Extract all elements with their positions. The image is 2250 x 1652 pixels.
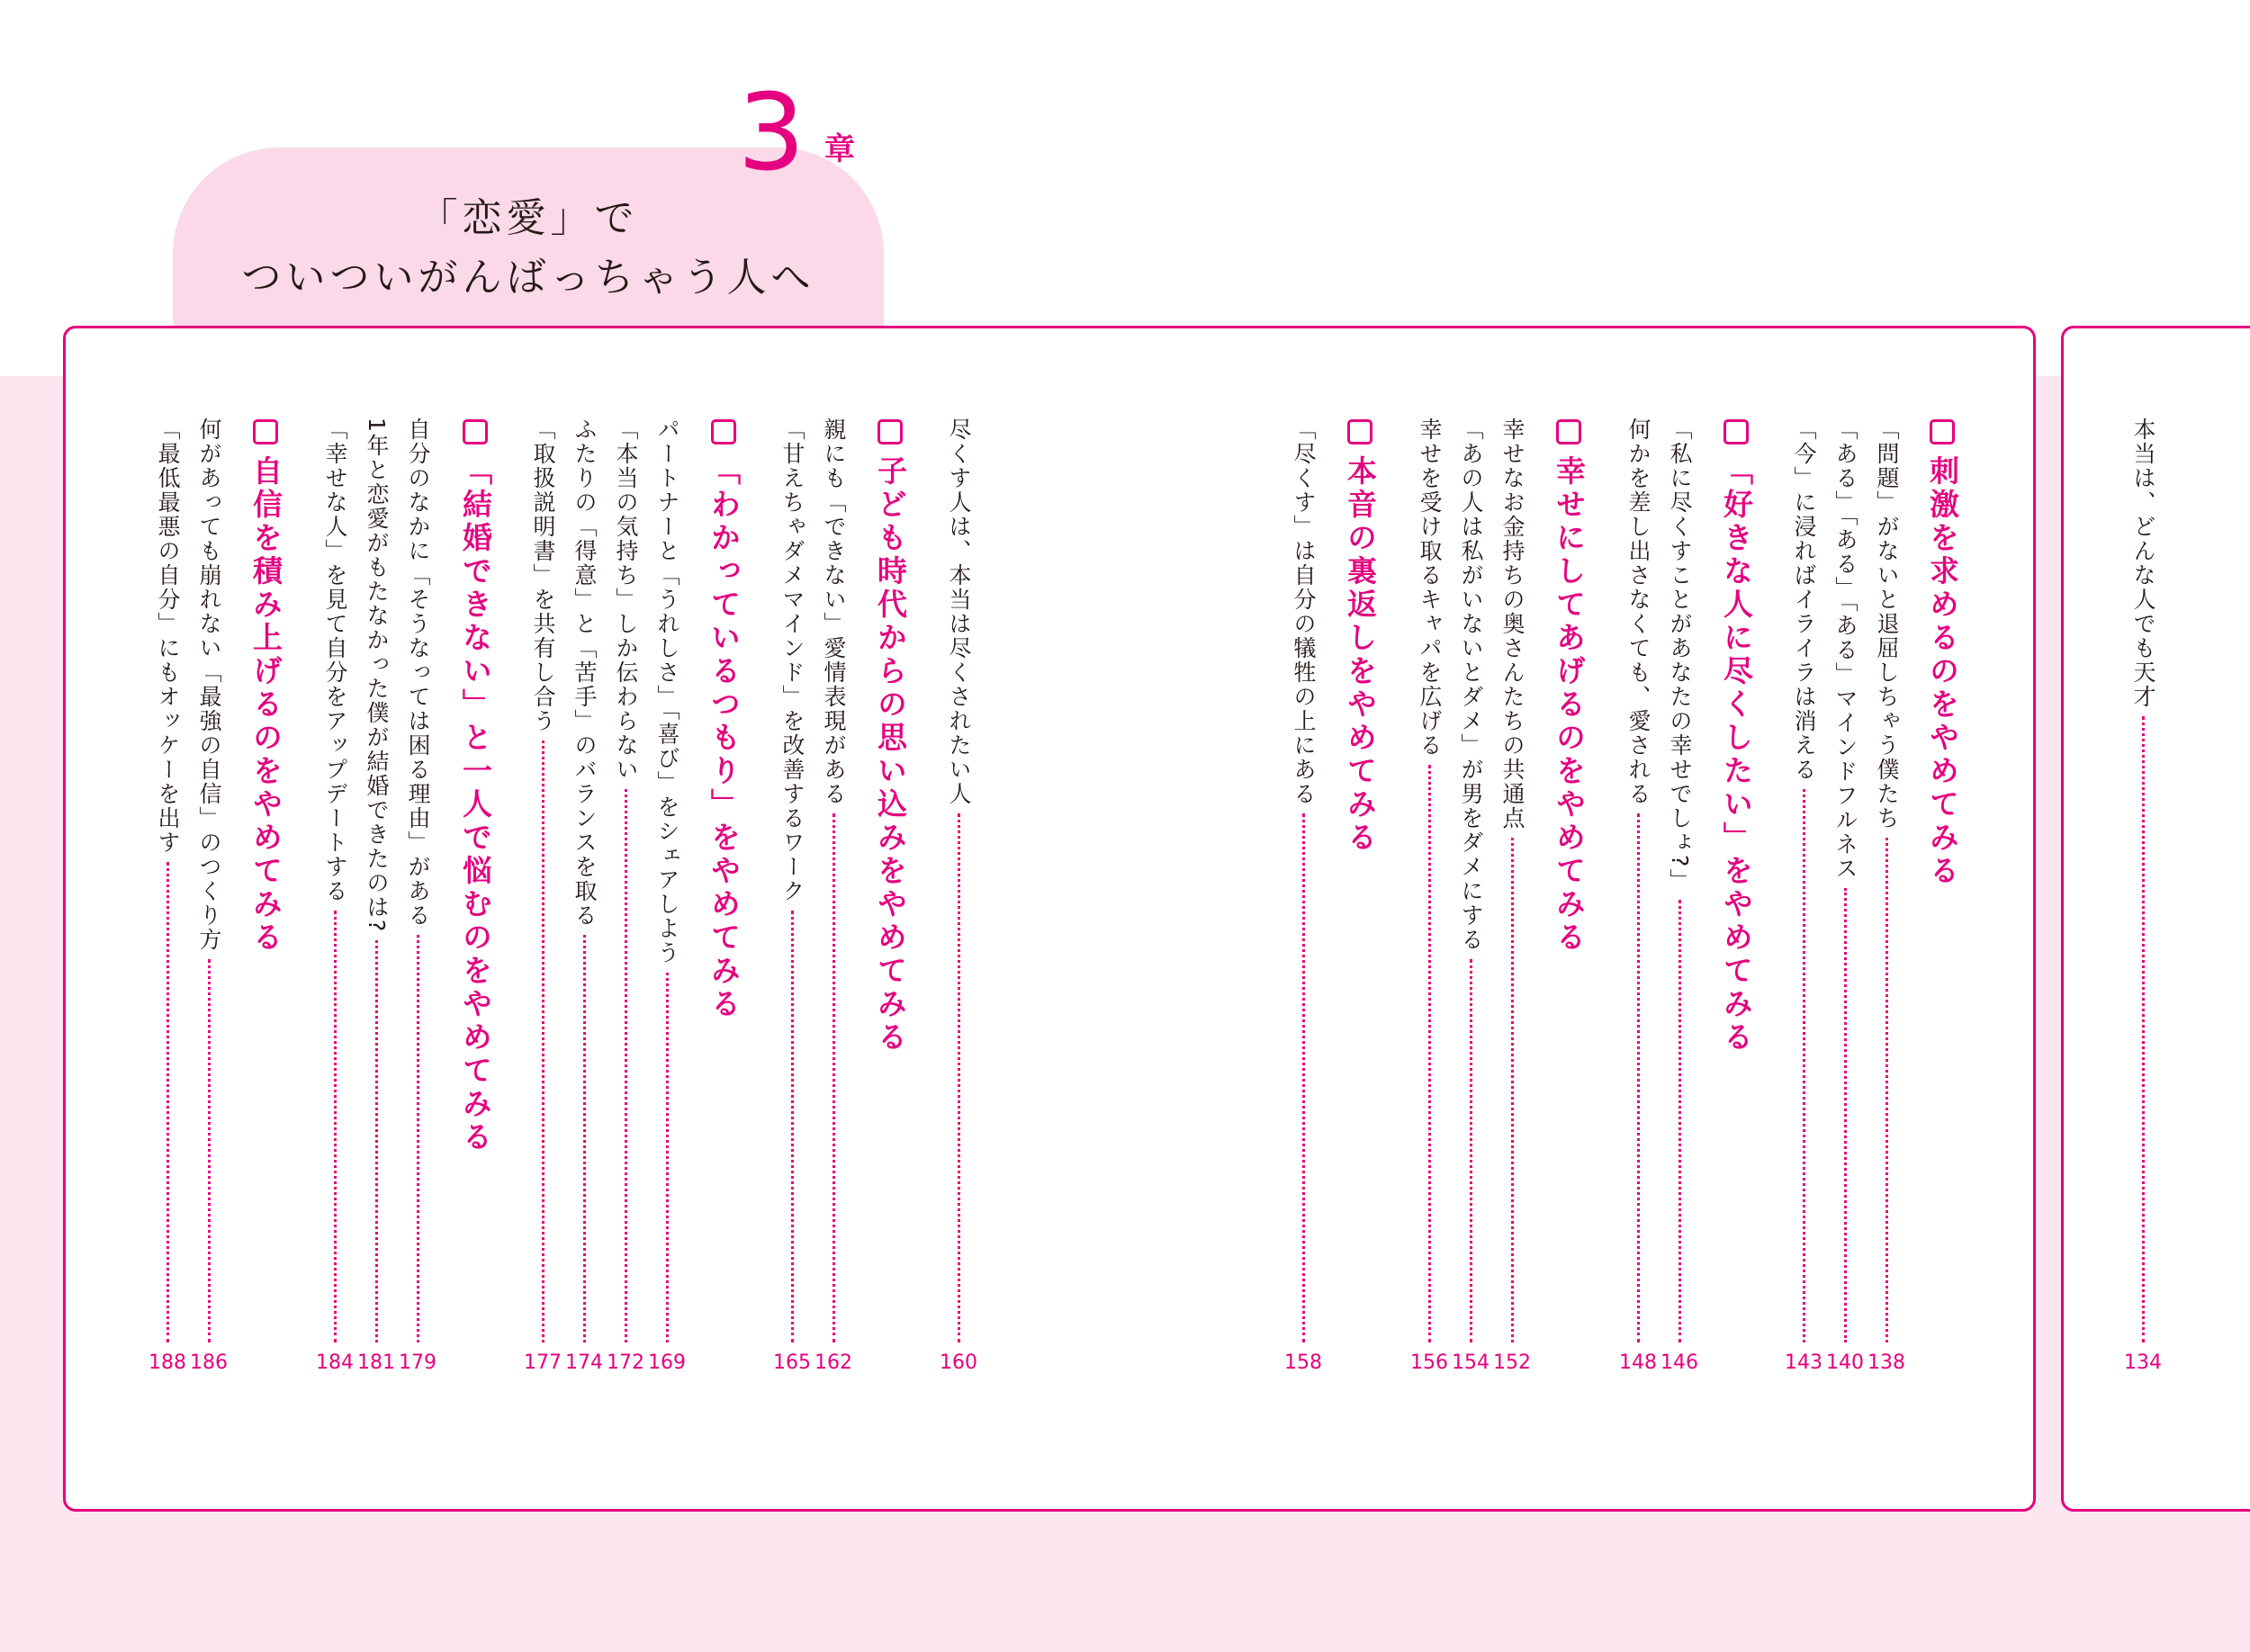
toc-heading[interactable] — [1719, 419, 1753, 1055]
leader-dots — [583, 935, 586, 1342]
toc-entry[interactable] — [2124, 417, 2162, 1377]
entry-page: 165 — [773, 1351, 811, 1374]
entry-page: 172 — [607, 1351, 644, 1374]
leader-dots — [1302, 813, 1305, 1342]
checkbox-icon — [1556, 419, 1581, 444]
leader-dots — [375, 940, 378, 1342]
entry-title: 「取扱説明書」を共有し合う — [530, 417, 556, 733]
leader-dots — [1470, 959, 1472, 1342]
leader-dots — [542, 741, 544, 1342]
entry-title: 自分のなかに「そうなっては困る理由」がある — [405, 417, 431, 928]
leader-dots — [958, 813, 960, 1342]
entry-title: 「私に尽くすことがあなたの幸せでしょ?」 — [1667, 417, 1693, 893]
entry-title: 何があっても崩れない「最強の自信」のつくり方 — [196, 417, 222, 952]
checkbox-icon — [253, 419, 278, 444]
entry-title: 幸せなお金持ちの奥さんたちの共通点 — [1499, 417, 1526, 830]
leader-dots — [832, 813, 835, 1342]
entry-title: 幸せを受け取るキャパを広げる — [1417, 417, 1443, 758]
toc-entry[interactable] — [565, 417, 603, 1377]
chapter-title-line1: 「恋愛」で — [418, 195, 639, 241]
leader-dots — [1678, 900, 1681, 1342]
entry-page: 162 — [814, 1351, 852, 1374]
heading-title: 「好きな人に尽くしたい」をやめてみる — [1719, 455, 1754, 1055]
toc-entry[interactable] — [1660, 417, 1698, 1377]
entry-title: パートナーと「うれしさ」「喜び」をシェアしよう — [654, 417, 680, 965]
entry-page: 148 — [1619, 1351, 1657, 1374]
leader-dots — [1637, 813, 1640, 1342]
entry-title: 「本当の気持ち」しか伝わらない — [613, 417, 639, 782]
entry-page: 138 — [1868, 1351, 1905, 1374]
checkbox-icon — [1724, 419, 1749, 444]
heading-title: 自信を積み上げるのをやめてみる — [248, 455, 284, 955]
entry-page: 146 — [1660, 1351, 1698, 1374]
entry-title: 「幸せな人」を見て自分をアップデートする — [322, 417, 348, 903]
entry-title: 「あの人は私がいないとダメ」が男をダメにする — [1458, 417, 1484, 952]
leader-dots — [1803, 789, 1805, 1342]
toc-entry[interactable] — [316, 417, 354, 1377]
toc-entry[interactable] — [607, 417, 644, 1377]
entry-title: 尽くす人は、本当は尽くされたい人 — [946, 417, 972, 806]
toc-entry[interactable] — [814, 417, 852, 1377]
entry-title: 「問題」がないと退屈しちゃう僕たち — [1874, 417, 1900, 830]
toc-entry[interactable] — [1410, 417, 1448, 1377]
entry-page: 169 — [648, 1351, 686, 1374]
toc-heading[interactable] — [1552, 419, 1586, 955]
leader-dots — [334, 911, 337, 1342]
leader-dots — [417, 935, 419, 1342]
leader-dots — [1511, 838, 1514, 1342]
entry-title: 何かを差し出さなくても、愛される — [1625, 417, 1652, 806]
entry-title: 「尽くす」は自分の犠牲の上にある — [1291, 417, 1317, 806]
leader-dots — [1844, 888, 1847, 1342]
entry-page: 174 — [565, 1351, 603, 1374]
heading-title: 本音の裏返しをやめてみる — [1343, 455, 1378, 855]
toc-entry[interactable] — [1619, 417, 1657, 1377]
checkbox-icon — [878, 419, 903, 444]
toc-entry[interactable] — [1868, 417, 1905, 1377]
toc-entry[interactable] — [940, 417, 977, 1377]
toc-entry[interactable] — [648, 417, 686, 1377]
entry-page: 188 — [148, 1351, 186, 1374]
leader-dots — [625, 789, 627, 1342]
entry-page: 160 — [940, 1351, 977, 1374]
entry-title: 「今」に浸ればイライラは消える — [1791, 417, 1817, 782]
toc-heading[interactable] — [706, 419, 741, 1021]
entry-page: 158 — [1284, 1351, 1322, 1374]
entry-page: 134 — [2124, 1351, 2162, 1374]
chapter-label: 章 — [824, 131, 855, 167]
checkbox-icon — [1347, 419, 1372, 444]
entry-title: 「甘えちゃダメマインド」を改善するワーク — [779, 417, 806, 903]
toc-entry[interactable] — [524, 417, 562, 1377]
leader-dots — [208, 959, 211, 1342]
heading-title: 「結婚できない」と一人で悩むのをやめてみる — [458, 455, 493, 1154]
entry-page: 181 — [357, 1351, 395, 1374]
entry-title: 親にも「できない」愛情表現がある — [821, 417, 847, 806]
leader-dots — [2142, 716, 2145, 1342]
toc-entry[interactable] — [1452, 417, 1490, 1377]
toc-entry[interactable] — [357, 417, 395, 1377]
toc-entry[interactable] — [1785, 417, 1822, 1377]
entry-page: 152 — [1493, 1351, 1531, 1374]
entry-title: 「最低最悪の自分」にもオッケーを出す — [155, 417, 181, 855]
checkbox-icon — [711, 419, 736, 444]
checkbox-icon — [463, 419, 488, 444]
heading-title: 子ども時代からの思い込みをやめてみる — [873, 455, 908, 1055]
chapter-title — [173, 189, 884, 308]
toc-entry[interactable] — [1493, 417, 1531, 1377]
heading-title: 「わかっているつもり」をやめてみる — [706, 455, 742, 1021]
toc-heading[interactable] — [1925, 419, 1959, 888]
leader-dots — [1886, 838, 1888, 1342]
checkbox-icon — [1930, 419, 1955, 444]
entry-page: 177 — [524, 1351, 562, 1374]
entry-page: 154 — [1452, 1351, 1490, 1374]
toc-heading[interactable] — [1343, 419, 1377, 855]
entry-title: 1年と恋愛がもたなかった僕が結婚できたのは? — [364, 417, 390, 934]
entry-page: 143 — [1785, 1351, 1822, 1374]
toc-heading[interactable] — [873, 419, 907, 1055]
toc-entry[interactable] — [773, 417, 811, 1377]
entry-page: 186 — [190, 1351, 228, 1374]
leader-dots — [166, 862, 169, 1342]
chapter-title-line2: ついついがんばっちゃう人へ — [241, 255, 815, 301]
toc-heading[interactable] — [248, 419, 283, 955]
toc-entry[interactable] — [148, 417, 186, 1377]
entry-page: 140 — [1826, 1351, 1864, 1374]
entry-title: 本当は、どんな人でも天才 — [2130, 417, 2156, 709]
heading-title: 幸せにしてあげるのをやめてみる — [1552, 455, 1587, 955]
entry-page: 179 — [399, 1351, 436, 1374]
leader-dots — [1428, 765, 1431, 1342]
toc-entry[interactable] — [1284, 417, 1322, 1377]
toc-heading[interactable] — [458, 419, 492, 1154]
toc-entry[interactable] — [1826, 417, 1864, 1377]
heading-title: 刺激を求めるのをやめてみる — [1925, 455, 1960, 888]
chapter-number: 3 — [737, 70, 806, 194]
leader-dots — [666, 973, 669, 1343]
leader-dots — [791, 911, 794, 1342]
toc-entry[interactable] — [190, 417, 228, 1377]
entry-title: 「ある」「ある」「ある」マインドフルネス — [1832, 417, 1858, 881]
entry-title: ふたりの「得意」と「苦手」のバランスを取る — [572, 417, 598, 928]
entry-page: 156 — [1410, 1351, 1448, 1374]
toc-entry[interactable] — [399, 417, 436, 1377]
entry-page: 184 — [316, 1351, 354, 1374]
